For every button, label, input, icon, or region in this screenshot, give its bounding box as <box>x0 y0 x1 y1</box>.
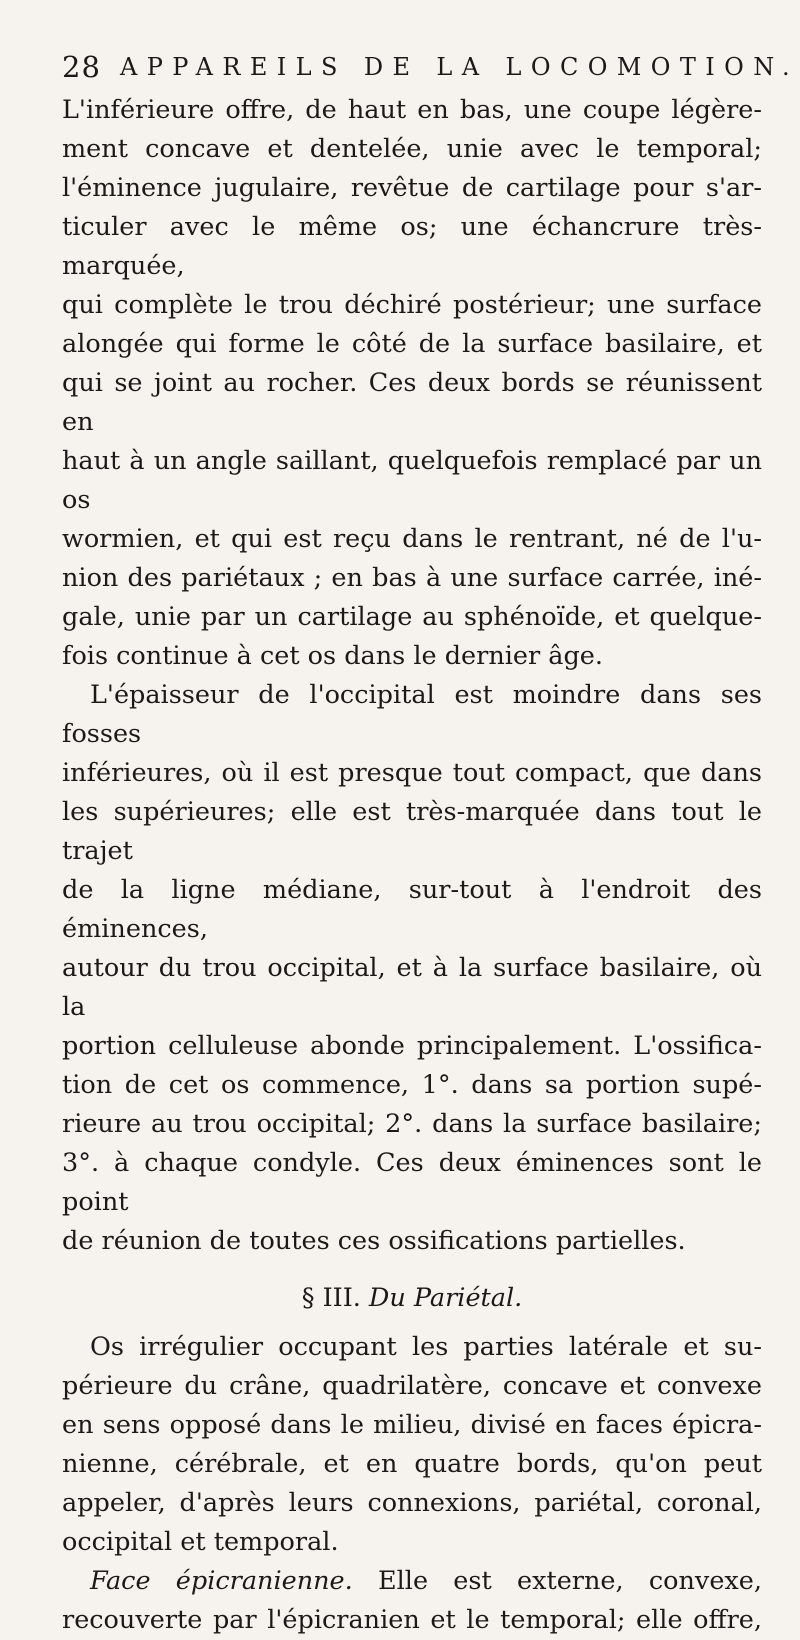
text-line: tion de cet os commence, 1°. dans sa portion supé- <box>62 1070 762 1100</box>
paragraph-parietal-description <box>62 1328 762 1562</box>
text-line: recouverte par l'épicranien et le temporal; elle offre, <box>62 1605 762 1635</box>
text-line: rieure au trou occipital; 2°. dans la surface basilaire; <box>62 1109 762 1139</box>
text-line: en sens opposé dans le milieu, divisé en faces épicra- <box>62 1410 762 1440</box>
text-line: ment concave et dentelée, unie avec le temporal; <box>62 134 762 164</box>
section-heading <box>62 1279 762 1318</box>
text-line: nion des pariétaux ; en bas à une surface carrée, iné- <box>62 563 762 593</box>
text-line: gale, unie par un cartilage au sphénoïde, et quelque- <box>62 602 762 632</box>
text-line: nienne, cérébrale, et en quatre bords, qu'on peut <box>62 1449 762 1479</box>
text-line: de réunion de toutes ces ossifications partielles. <box>62 1226 686 1256</box>
text-line: Os irrégulier occupant les parties latérale et su- <box>90 1332 762 1362</box>
running-head: APPAREILS DE LA LOCOMOTION. <box>120 53 800 81</box>
text-line: l'éminence jugulaire, revêtue de cartilage pour s'ar- <box>62 173 762 203</box>
paragraph-face-epicranienne <box>62 1562 762 1640</box>
section-title: Du Pariétal. <box>368 1283 523 1313</box>
paragraph-occipital-thickness <box>62 676 762 1261</box>
text-line: L'inférieure offre, de haut en bas, une coupe légère- <box>62 95 762 125</box>
text-line: wormien, et qui est reçu dans le rentrant, né de l'u- <box>62 524 762 554</box>
body-text <box>62 91 762 1640</box>
text-line: fois continue à cet os dans le dernier âge. <box>62 641 604 671</box>
section-number: § III. <box>301 1283 361 1313</box>
text-line: autour du trou occipital, et à la surface basilaire, où la <box>62 953 762 1022</box>
text-line: 3°. à chaque condyle. Ces deux éminences sont le point <box>62 1148 762 1217</box>
text-line: qui complète le trou déchiré postérieur; une surface <box>62 290 762 320</box>
text-line: inférieures, où il est presque tout compact, que dans <box>62 758 762 788</box>
text-line: les supérieures; elle est très-marquée dans tout le trajet <box>62 797 762 866</box>
text-line: appeler, d'après leurs connexions, pariétal, coronal, <box>62 1488 762 1518</box>
text-run: Elle est externe, convexe, <box>352 1566 762 1596</box>
text-line <box>62 1562 762 1601</box>
text-line: haut à un angle saillant, quelquefois remplacé par un os <box>62 446 762 515</box>
text-line: périeure du crâne, quadrilatère, concave et convexe <box>62 1371 762 1401</box>
text-line: ticuler avec le même os; une échancrure très-marquée, <box>62 212 762 281</box>
text-line: alongée qui forme le côté de la surface basilaire, et <box>62 329 762 359</box>
page-header <box>62 50 800 90</box>
paragraph-occipital-borders <box>62 91 762 676</box>
text-line: L'épaisseur de l'occipital est moindre dans ses fosses <box>62 680 762 749</box>
page-number: 28 <box>62 50 101 84</box>
text-line: occipital et temporal. <box>62 1527 339 1557</box>
text-line: portion celluleuse abonde principalement. L'ossifica- <box>62 1031 762 1061</box>
text-line: qui se joint au rocher. Ces deux bords se réunissent en <box>62 368 762 437</box>
subheading-face-epicranienne: Face épicranienne. <box>90 1566 353 1596</box>
text-line: de la ligne médiane, sur-tout à l'endroit des éminences, <box>62 875 762 944</box>
